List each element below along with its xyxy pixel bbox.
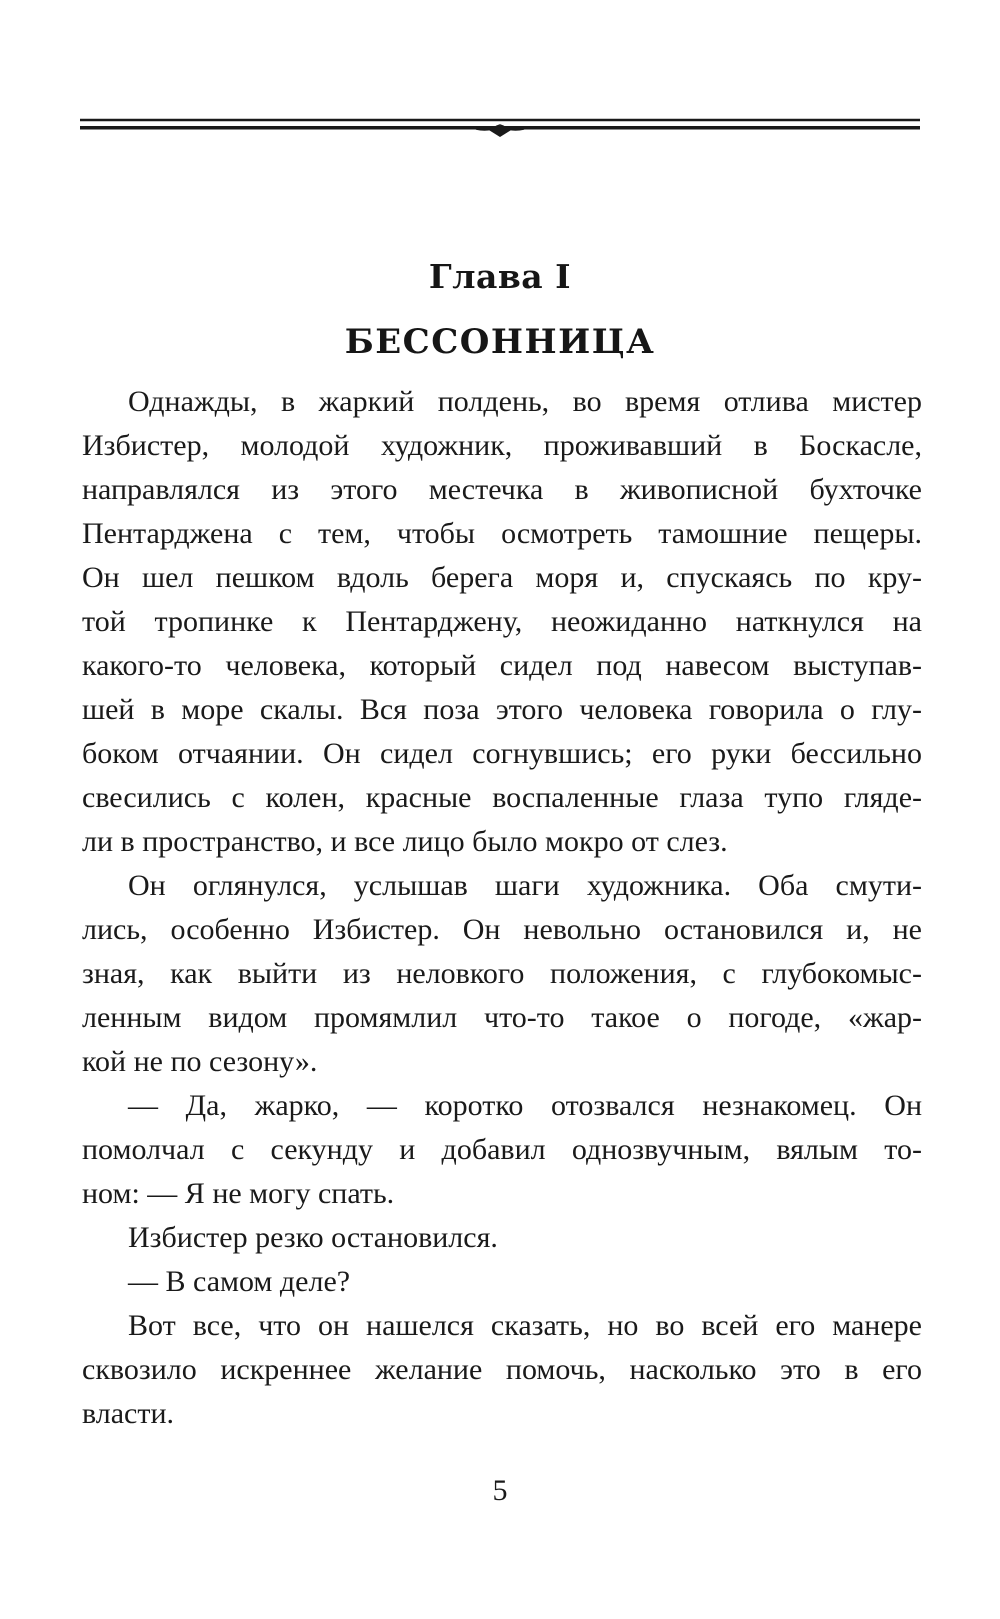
text-line: Пентарджена с тем, чтобы осмотреть тамошние пещеры.: [82, 517, 922, 550]
text-line: той тропинке к Пентарджену, неожиданно наткнулся на: [82, 605, 922, 638]
header-ornament-rule: [80, 117, 920, 139]
text-line: Избистер, молодой художник, проживавший в Боскасле,: [82, 429, 922, 462]
text-line: ном: — Я не могу спать.: [82, 1177, 395, 1210]
text-line: помолчал с секунду и добавил однозвучным, вялым то-: [82, 1133, 922, 1166]
text-line: Он шел пешком вдоль берега моря и, спускаясь по кру-: [82, 561, 922, 594]
page-number: 5: [492, 1474, 508, 1507]
text-line: — Да, жарко, — коротко отозвался незнакомец. Он: [128, 1089, 922, 1122]
text-line: лись, особенно Избистер. Он невольно остановился и, не: [82, 913, 922, 946]
text-line: зная, как выйти из неловкого положения, с глубокомыс-: [82, 957, 922, 990]
text-line: сквозило искреннее желание помочь, насколько это в его: [82, 1353, 922, 1386]
text-line: Он оглянулся, услышав шаги художника. Оба смути-: [128, 869, 922, 902]
text-line: Вот все, что он нашелся сказать, но во всей его манере: [128, 1309, 922, 1342]
text-line: свесились с колен, красные воспаленные глаза тупо гляде-: [82, 781, 922, 814]
body-text: [82, 380, 922, 1436]
text-line: кой не по сезону».: [82, 1045, 318, 1078]
text-line: боком отчаянии. Он сидел согнувшись; его руки бессильно: [82, 737, 922, 770]
text-line: ли в пространство, и все лицо было мокро от слез.: [82, 825, 728, 858]
chapter-label: Глава I: [428, 257, 572, 296]
text-line: ленным видом промямлил что-то такое о погоде, «жар-: [82, 1001, 922, 1034]
chapter-title: БЕССОННИЦА: [344, 322, 656, 362]
text-line: Однажды, в жаркий полдень, во время отлива мистер: [128, 385, 922, 418]
text-line: Избистер резко остановился.: [128, 1221, 498, 1254]
text-line: — В самом деле?: [128, 1265, 351, 1298]
text-line: шей в море скалы. Вся поза этого человека говорила о глу-: [82, 693, 922, 726]
text-line: направлялся из этого местечка в живописной бухточке: [82, 473, 922, 506]
text-line: какого-то человека, который сидел под навесом выступав-: [82, 649, 922, 682]
text-line: власти.: [82, 1397, 175, 1430]
